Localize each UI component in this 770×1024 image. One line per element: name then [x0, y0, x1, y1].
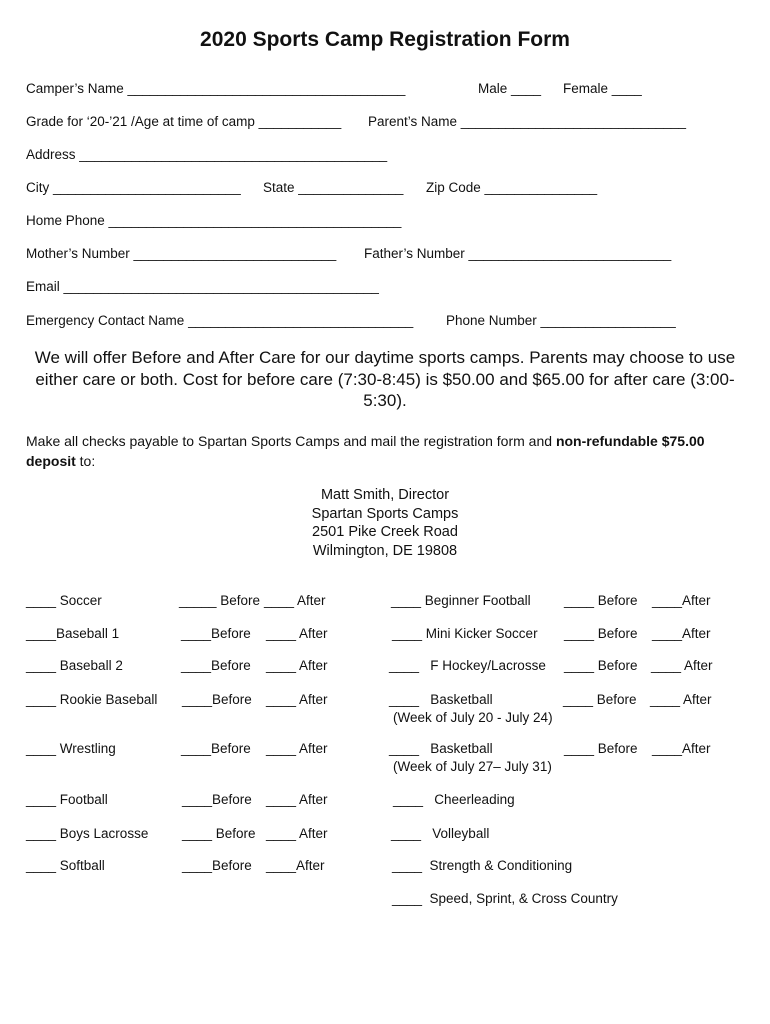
sport-volleyball[interactable]: ____ Volleyball	[391, 826, 490, 841]
city-field[interactable]: City _________________________	[26, 180, 241, 195]
sport-rookie-baseball[interactable]: ____ Rookie Baseball	[26, 692, 158, 707]
beginner-football-after[interactable]: ____After	[652, 593, 711, 608]
baseball-2-after[interactable]: ____ After	[266, 658, 328, 673]
rookie-baseball-before[interactable]: ____Before	[182, 692, 252, 707]
deposit-text: non-refundable $75.00 deposit	[26, 433, 705, 469]
mini-kicker-soccer-before[interactable]: ____ Before	[564, 626, 638, 641]
grade-age-field[interactable]: Grade for ‘20-’21 /Age at time of camp ___________	[26, 114, 342, 129]
boys-lacrosse-after[interactable]: ____ After	[266, 826, 328, 841]
sport-f-hockey-lacrosse[interactable]: ____ F Hockey/Lacrosse	[389, 658, 546, 673]
address-line-city: Wilmington, DE 19808	[312, 542, 458, 559]
zip-code-field[interactable]: Zip Code _______________	[426, 180, 598, 195]
sport-softball[interactable]: ____ Softball	[26, 858, 105, 873]
basketball-1-before[interactable]: ____ Before	[563, 692, 637, 707]
sport-soccer[interactable]: ____ Soccer	[26, 593, 102, 608]
baseball-1-after[interactable]: ____ After	[266, 626, 328, 641]
football-after[interactable]: ____ After	[266, 792, 328, 807]
payment-tail: to:	[75, 453, 96, 469]
sport-basketball-2[interactable]: ____ Basketball	[389, 741, 493, 756]
basketball-2-week: (Week of July 27– July 31)	[393, 759, 552, 774]
sport-baseball-1[interactable]: ____Baseball 1	[26, 626, 120, 641]
sport-basketball-1[interactable]: ____ Basketball	[389, 692, 493, 707]
phone-number-field[interactable]: Phone Number __________________	[446, 313, 676, 328]
sport-cheerleading[interactable]: ____ Cheerleading	[393, 792, 515, 807]
sport-football[interactable]: ____ Football	[26, 792, 108, 807]
mini-kicker-soccer-after[interactable]: ____After	[652, 626, 711, 641]
male-field[interactable]: Male ____	[478, 81, 542, 96]
state-field[interactable]: State ______________	[263, 180, 404, 195]
basketball-1-week: (Week of July 20 - July 24)	[393, 710, 553, 725]
campers-name-field[interactable]: Camper’s Name _____________________________________	[26, 81, 406, 96]
football-before[interactable]: ____Before	[182, 792, 252, 807]
boys-lacrosse-before[interactable]: ____ Before	[182, 826, 256, 841]
f-hockey-lacrosse-before[interactable]: ____ Before	[564, 658, 638, 673]
form-title: 2020 Sports Camp Registration Form	[200, 28, 570, 51]
softball-before[interactable]: ____Before	[182, 858, 252, 873]
beginner-football-before[interactable]: ____ Before	[564, 593, 638, 608]
baseball-1-before[interactable]: ____Before	[181, 626, 251, 641]
mailing-address	[0, 486, 770, 560]
sport-wrestling[interactable]: ____ Wrestling	[26, 741, 116, 756]
female-field[interactable]: Female ____	[563, 81, 642, 96]
wrestling-after[interactable]: ____ After	[266, 741, 328, 756]
address-line-name: Matt Smith, Director	[320, 487, 450, 503]
softball-after[interactable]: ____After	[266, 858, 325, 873]
sport-beginner-football[interactable]: ____ Beginner Football	[391, 593, 531, 608]
baseball-2-before[interactable]: ____Before	[181, 658, 251, 673]
email-field[interactable]: Email __________________________________________	[26, 279, 379, 294]
f-hockey-lacrosse-after[interactable]: ____ After	[651, 658, 713, 673]
sport-mini-kicker-soccer[interactable]: ____ Mini Kicker Soccer	[392, 626, 538, 641]
rookie-baseball-after[interactable]: ____ After	[266, 692, 328, 707]
address-line-street: 2501 Pike Creek Road	[312, 524, 458, 540]
sport-boys-lacrosse[interactable]: ____ Boys Lacrosse	[26, 826, 149, 841]
fathers-number-field[interactable]: Father’s Number ___________________________	[364, 246, 672, 261]
address-line-org: Spartan Sports Camps	[311, 505, 459, 522]
emergency-contact-field[interactable]: Emergency Contact Name ______________________________	[26, 313, 414, 328]
basketball-1-after[interactable]: ____ After	[650, 692, 712, 707]
mothers-number-field[interactable]: Mother’s Number ___________________________	[26, 246, 337, 261]
sport-speed-sprint-cross-country[interactable]: ____ Speed, Sprint, & Cross Country	[392, 891, 618, 906]
wrestling-before[interactable]: ____Before	[181, 741, 251, 756]
home-phone-field[interactable]: Home Phone _______________________________________	[26, 213, 402, 228]
soccer-after[interactable]: ____ After	[264, 593, 326, 608]
payment-instructions	[26, 431, 726, 471]
parents-name-field[interactable]: Parent’s Name ______________________________	[368, 114, 687, 129]
address-field[interactable]: Address _________________________________________	[26, 147, 388, 162]
sport-baseball-2[interactable]: ____ Baseball 2	[26, 658, 123, 673]
payment-text: Make all checks payable to Spartan Sports Camps and mail the registration form and	[26, 433, 556, 449]
basketball-2-before[interactable]: ____ Before	[564, 741, 638, 756]
care-notice: We will offer Before and After Care for our daytime sports camps. Parents may choose to use either care or both. Cost for before care (7:30-8:45) is $50.00 and $65.00 for after care (3:00-5:30).	[34, 348, 736, 410]
sport-strength-conditioning[interactable]: ____ Strength & Conditioning	[392, 858, 573, 873]
soccer-before[interactable]: _____ Before	[179, 593, 261, 608]
basketball-2-after[interactable]: ____After	[652, 741, 711, 756]
